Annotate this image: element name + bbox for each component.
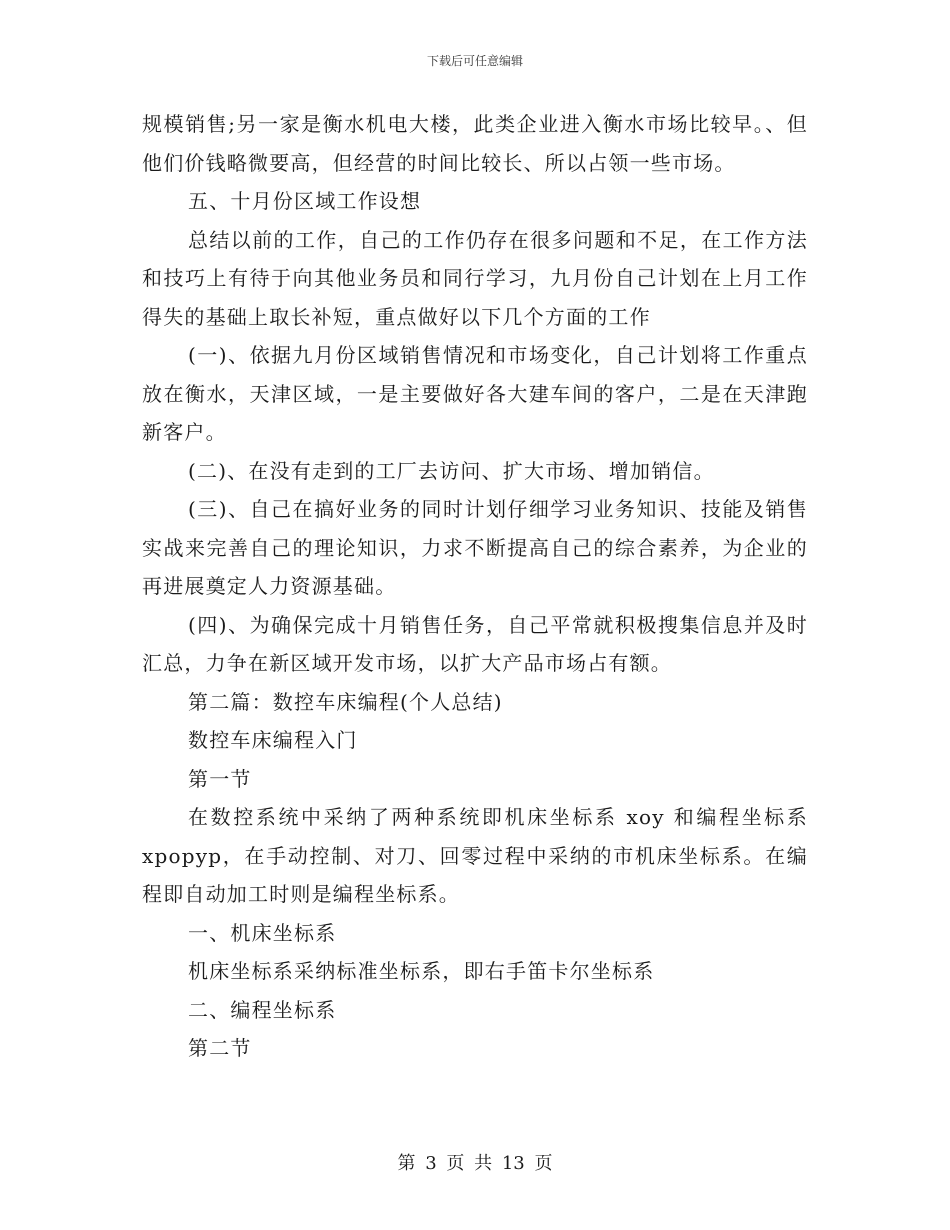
list-item: (二)、在没有走到的工厂去访问、扩大市场、增加销信。 — [188, 458, 715, 483]
page-number-footer: 第 3 页 共 13 页 — [397, 1153, 553, 1174]
paragraph: 在数控系统中采纳了两种系统即机床坐标系 xoy 和编程坐标系 xpopyp，在手动控制、对刀、回零过程中采纳的市机床坐标系。在编程即自动加工时则是编程坐标系。 — [142, 805, 808, 906]
document-body — [142, 105, 808, 1068]
paragraph: 机床坐标系采纳标准坐标系，即右手笛卡尔坐标系 — [188, 959, 655, 983]
list-item: (一)、依据九月份区域销售情况和市场变化，自己计划将工作重点放在衡水，天津区域，一是主要做好各大建车间的客户，二是在天津跑新客户。 — [142, 343, 808, 444]
paragraph: 总结以前的工作，自己的工作仍存在很多问题和不足，在工作方法和技巧上有待于向其他业务员和同行学习，九月份自己计划在上月工作得失的基础上取长补短，重点做好以下几个方面的工作 — [142, 227, 808, 329]
section-heading: 一、机床坐标系 — [188, 920, 337, 945]
section-heading: 二、编程坐标系 — [188, 997, 337, 1022]
section-heading: 第一节 — [188, 766, 252, 791]
list-item: (三)、自己在搞好业务的同时计划仔细学习业务知识、技能及销售实战来完善自己的理论知识，力求不断提高自己的综合素养，为企业的再进展奠定人力资源基础。 — [142, 497, 808, 598]
paragraph: 规模销售;另一家是衡水机电大楼，此类企业进入衡水市场比较早。、但他们价钱略微要高，但经营的时间比较长、所以占领一些市场。 — [142, 112, 808, 175]
section-heading: 第二节 — [188, 1036, 252, 1060]
chapter-subtitle: 数控车床编程入门 — [188, 728, 358, 752]
page-header-note: 下载后可任意编辑 — [426, 54, 523, 68]
list-item: (四)、为确保完成十月销售任务，自己平常就积极搜集信息并及时汇总，力争在新区域开发市场，以扩大产品市场占有额。 — [142, 612, 808, 675]
chapter-title: 第二篇：数控车床编程(个人总结) — [188, 689, 503, 714]
section-heading: 五、十月份区域工作设想 — [188, 189, 422, 213]
